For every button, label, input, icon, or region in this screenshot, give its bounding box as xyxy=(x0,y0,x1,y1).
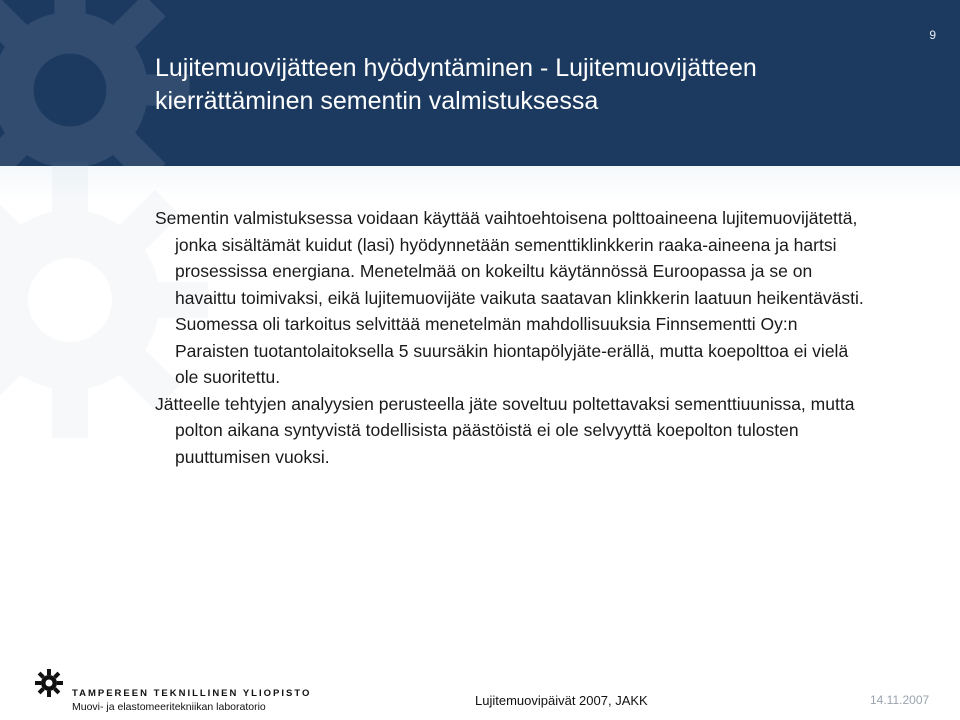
page-number: 9 xyxy=(929,28,936,42)
body-paragraph: Jätteelle tehtyjen analyysien perusteella jäte soveltuu poltettavaksi sementtiuunissa, mutta polton aikana syntyvistä todellisista päästöistä ei ole selvyyttä koepolton tulosten puuttumisen vuoksi. xyxy=(155,393,855,467)
event-name: Lujitemuovipäivät 2007, JAKK xyxy=(475,693,648,708)
slide-title-line: Lujitemuovijätteen hyödyntäminen - Lujitemuovijätteen xyxy=(155,54,757,82)
slide-title xyxy=(155,52,915,118)
body-paragraph: Sementin valmistuksessa voidaan käyttää vaihtoehtoisena polttoaineena lujitemuovijätettä, jonka sisältämät kuidut (lasi) hyödynnetään sementtiklinkkerin raaka-aineena ja hartsi prosessissa energiana. Menetelmää on kokeiltu käytännössä Euroopassa ja se on havaittu toimivaksi, eikä lujitemuovijäte vaikuta saatavan klinkkerin laatuun heikentävästi. Suomessa oli tarkoitus selvittää menetelmän mahdollisuuksia Finnsementti Oy:n Paraisten tuotantolaitoksella 5 suursäkin hiontapölyjäte-erällä, mutta koepolttoa ei vielä ole suoritettu. xyxy=(155,208,864,387)
slide-title-line: kierrättäminen sementin valmistuksessa xyxy=(155,87,599,115)
slide-body xyxy=(155,205,875,470)
university-name: TAMPEREEN TEKNILLINEN YLIOPISTO xyxy=(72,688,312,699)
lab-name: Muovi- ja elastomeeritekniikan laboratorio xyxy=(72,701,266,713)
slide-date: 14.11.2007 xyxy=(870,693,930,707)
university-logo-icon xyxy=(34,668,64,698)
slide-header xyxy=(0,0,960,166)
slide-footer xyxy=(0,660,960,720)
